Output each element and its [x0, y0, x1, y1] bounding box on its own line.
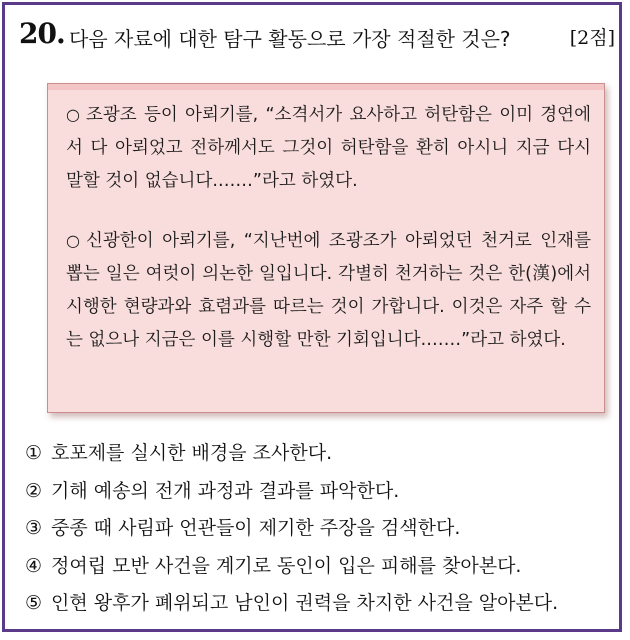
question-frame	[2, 2, 622, 632]
answer-option-2[interactable]	[25, 473, 615, 511]
option-number: ③	[25, 517, 43, 539]
question-header	[19, 17, 615, 57]
answer-option-5[interactable]	[25, 585, 615, 623]
source-material-box	[47, 83, 605, 413]
question-points: [2점]	[569, 27, 615, 49]
source-item-text: 신광한이 아뢰기를, “지난번에 조광조가 아뢰었던 천거로 인재를 뽑는 일은 여럿이 의논한 일입니다. 각별히 천거하는 것은 한(漢)에서 시행한 현량과와 효렴과를 따르는 것이 가합니다. 이것은 자주 할 수는 없으나 지금은 이를 시행할 만한 기회입니다.……”라고 하였다.	[66, 231, 591, 350]
source-item-1	[66, 98, 591, 198]
option-text: 중종 때 사림파 언관들이 제기한 주장을 검색한다.	[51, 517, 461, 539]
source-item-bullet: ○	[66, 105, 80, 124]
source-item-2	[66, 224, 591, 357]
option-text: 호포제를 실시한 배경을 조사한다.	[51, 442, 333, 464]
question-text: 다음 자료에 대한 탐구 활동으로 가장 적절한 것은?	[69, 27, 511, 51]
option-number: ①	[25, 442, 43, 464]
answer-option-3[interactable]	[25, 510, 615, 548]
source-item-text: 조광조 등이 아뢰기를, “소격서가 요사하고 허탄함은 이미 경연에서 다 아뢰었고 전하께서도 그것이 허탄함을 환히 아시니 지금 다시 말할 것이 없습니다.……”라고 하였다.	[66, 105, 591, 191]
source-box-top-bar	[48, 84, 604, 90]
answer-option-4[interactable]	[25, 548, 615, 586]
option-text: 기해 예송의 전개 과정과 결과를 파악한다.	[51, 479, 400, 502]
option-text: 인현 왕후가 폐위되고 남인이 권력을 차지한 사건을 알아본다.	[51, 592, 559, 614]
option-number: ④	[25, 554, 43, 577]
answer-option-1[interactable]	[25, 435, 615, 473]
source-item-bullet: ○	[66, 231, 80, 250]
answer-options	[25, 435, 615, 623]
question-number: 20.	[19, 17, 65, 50]
option-number: ⑤	[25, 592, 43, 614]
option-text: 정여립 모반 사건을 계기로 동인이 입은 피해를 찾아본다.	[51, 554, 522, 577]
option-number: ②	[25, 479, 43, 502]
